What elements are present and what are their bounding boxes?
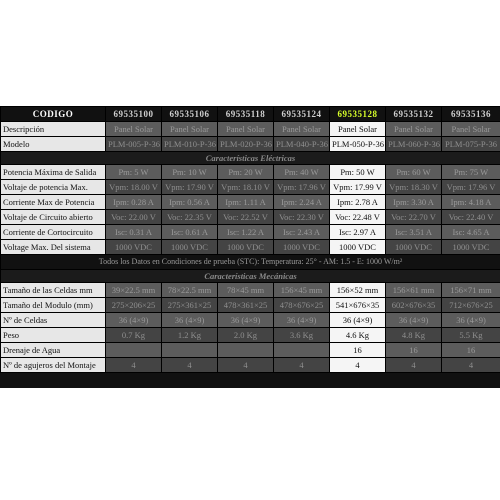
section-title: Características Eléctricas (1, 152, 500, 165)
mechanical-row (1, 343, 500, 358)
value-cell: 4.8 Kg (386, 328, 442, 343)
electrical-row (1, 165, 500, 180)
value-cell: 4 (330, 358, 386, 373)
value-cell: Voc: 22.00 V (106, 210, 162, 225)
value-cell: 36 (4×9) (442, 313, 500, 328)
row-label: Tamaño de las Celdas mm (1, 283, 106, 298)
value-cell: PLM-010-P-36 (162, 137, 218, 152)
value-cell: Pm: 60 W (386, 165, 442, 180)
row-label: Potencia Máxima de Salida (1, 165, 106, 180)
value-cell: Ipm: 1.11 A (218, 195, 274, 210)
value-cell: Voc: 22.35 V (162, 210, 218, 225)
value-cell: PLM-020-P-36 (218, 137, 274, 152)
value-cell: 4 (442, 358, 500, 373)
value-cell: Voc: 22.52 V (218, 210, 274, 225)
spec-table-container (0, 106, 500, 388)
value-cell: Ipm: 4.18 A (442, 195, 500, 210)
section-mechanical (1, 270, 500, 283)
value-cell: 16 (386, 343, 442, 358)
row-label: Tamaño del Modulo (mm) (1, 298, 106, 313)
value-cell: 602×676×35 (386, 298, 442, 313)
value-cell: 36 (4×9) (162, 313, 218, 328)
electrical-row (1, 225, 500, 240)
value-cell: Isc: 2.97 A (330, 225, 386, 240)
value-cell (218, 343, 274, 358)
value-cell: 478×361×25 (218, 298, 274, 313)
value-cell: 39×22.5 mm (106, 283, 162, 298)
mechanical-row (1, 358, 500, 373)
value-cell: 156×45 mm (274, 283, 330, 298)
value-cell: Isc: 0.31 A (106, 225, 162, 240)
value-cell: PLM-040-P-36 (274, 137, 330, 152)
value-cell: Ipm: 2.78 A (330, 195, 386, 210)
row-label: Modelo (1, 137, 106, 152)
mechanical-row (1, 298, 500, 313)
value-cell: Pm: 75 W (442, 165, 500, 180)
value-cell: Vpm: 17.96 V (274, 180, 330, 195)
value-cell: Voc: 22.70 V (386, 210, 442, 225)
row-label: Corriente Max de Potencia (1, 195, 106, 210)
value-cell: 4 (274, 358, 330, 373)
value-cell: 1000 VDC (218, 240, 274, 255)
value-cell: 0.7 Kg (106, 328, 162, 343)
value-cell: 36 (4×9) (386, 313, 442, 328)
value-cell: 4.6 Kg (330, 328, 386, 343)
row-label: Nº de agujeros del Montaje (1, 358, 106, 373)
product-code: 69535106 (162, 107, 218, 122)
electrical-row (1, 210, 500, 225)
value-cell: Ipm: 2.24 A (274, 195, 330, 210)
value-cell: Isc: 4.65 A (442, 225, 500, 240)
electrical-row (1, 240, 500, 255)
value-cell: 1000 VDC (162, 240, 218, 255)
value-cell: Panel Solar (386, 122, 442, 137)
row-label: Voltaje de Circuito abierto (1, 210, 106, 225)
value-cell: 1000 VDC (330, 240, 386, 255)
product-code: 69535118 (218, 107, 274, 122)
spec-row (1, 122, 500, 137)
value-cell (274, 343, 330, 358)
value-cell: 1000 VDC (442, 240, 500, 255)
header-row (1, 107, 500, 122)
value-cell: Pm: 40 W (274, 165, 330, 180)
value-cell: Voc: 22.40 V (442, 210, 500, 225)
section-title: Características Mecánicas (1, 270, 500, 283)
value-cell: 16 (330, 343, 386, 358)
value-cell: Pm: 20 W (218, 165, 274, 180)
row-label: Voltage Max. Del sistema (1, 240, 106, 255)
value-cell: 156×61 mm (386, 283, 442, 298)
stc-note: Todos los Datos en Condiciones de prueba (STC): Temperatura: 25° - AM: 1.5 - E: 1000 W/m² (1, 255, 500, 270)
value-cell (162, 343, 218, 358)
product-code: 69535132 (386, 107, 442, 122)
value-cell: Panel Solar (106, 122, 162, 137)
value-cell: 541×676×35 (330, 298, 386, 313)
electrical-row (1, 195, 500, 210)
mechanical-row (1, 283, 500, 298)
value-cell: 78×22.5 mm (162, 283, 218, 298)
mechanical-row (1, 313, 500, 328)
value-cell: 2.0 Kg (218, 328, 274, 343)
value-cell: Panel Solar (442, 122, 500, 137)
value-cell: 3.6 Kg (274, 328, 330, 343)
value-cell: Pm: 50 W (330, 165, 386, 180)
value-cell: 478×676×25 (274, 298, 330, 313)
value-cell: Ipm: 0.28 A (106, 195, 162, 210)
value-cell: Panel Solar (274, 122, 330, 137)
value-cell: Pm: 5 W (106, 165, 162, 180)
value-cell: Vpm: 18.10 V (218, 180, 274, 195)
row-label: Peso (1, 328, 106, 343)
value-cell: Panel Solar (330, 122, 386, 137)
value-cell: Isc: 1.22 A (218, 225, 274, 240)
value-cell: Pm: 10 W (162, 165, 218, 180)
product-code: 69535128 (330, 107, 386, 122)
value-cell: Panel Solar (218, 122, 274, 137)
spec-table (0, 106, 500, 381)
value-cell: 275×206×25 (106, 298, 162, 313)
value-cell: 36 (4×9) (218, 313, 274, 328)
value-cell: 275×361×25 (162, 298, 218, 313)
value-cell: Vpm: 18.30 V (386, 180, 442, 195)
value-cell (106, 343, 162, 358)
value-cell: Vpm: 17.96 V (442, 180, 500, 195)
value-cell: Ipm: 3.30 A (386, 195, 442, 210)
electrical-row (1, 180, 500, 195)
row-label: Corriente de Cortocircuito (1, 225, 106, 240)
value-cell: 16 (442, 343, 500, 358)
value-cell: 1000 VDC (274, 240, 330, 255)
value-cell: PLM-005-P-36 (106, 137, 162, 152)
value-cell: Isc: 2.43 A (274, 225, 330, 240)
value-cell: 36 (4×9) (274, 313, 330, 328)
value-cell: 4 (386, 358, 442, 373)
value-cell: 156×52 mm (330, 283, 386, 298)
product-code: 69535136 (442, 107, 500, 122)
product-code: 69535124 (274, 107, 330, 122)
value-cell: 36 (4×9) (106, 313, 162, 328)
value-cell: 1000 VDC (106, 240, 162, 255)
value-cell: 156×71 mm (442, 283, 500, 298)
blank-cell (1, 373, 500, 382)
row-label: Descripción (1, 122, 106, 137)
value-cell: 4 (162, 358, 218, 373)
section-electrical (1, 152, 500, 165)
value-cell: Isc: 0.61 A (162, 225, 218, 240)
value-cell: 4 (106, 358, 162, 373)
product-code: 69535100 (106, 107, 162, 122)
row-label: Nº de Celdas (1, 313, 106, 328)
value-cell: Voc: 22.30 V (274, 210, 330, 225)
value-cell: PLM-060-P-36 (386, 137, 442, 152)
spec-row (1, 137, 500, 152)
value-cell: 1000 VDC (386, 240, 442, 255)
blank-row (1, 373, 500, 382)
value-cell: Ipm: 0.56 A (162, 195, 218, 210)
value-cell: PLM-050-P-36 (330, 137, 386, 152)
row-label: Voltaje de potencia Max. (1, 180, 106, 195)
code-label: CODIGO (1, 107, 106, 122)
value-cell: 4 (218, 358, 274, 373)
stc-note-row (1, 255, 500, 270)
value-cell: 36 (4×9) (330, 313, 386, 328)
row-label: Drenaje de Agua (1, 343, 106, 358)
value-cell: Panel Solar (162, 122, 218, 137)
value-cell: Vpm: 17.99 V (330, 180, 386, 195)
value-cell: 78×45 mm (218, 283, 274, 298)
value-cell: PLM-075-P-36 (442, 137, 500, 152)
value-cell: Vpm: 18.00 V (106, 180, 162, 195)
value-cell: 1.2 Kg (162, 328, 218, 343)
value-cell: Voc: 22.48 V (330, 210, 386, 225)
value-cell: 712×676×25 (442, 298, 500, 313)
mechanical-row (1, 328, 500, 343)
value-cell: Isc: 3.51 A (386, 225, 442, 240)
value-cell: 5.5 Kg (442, 328, 500, 343)
value-cell: Vpm: 17.90 V (162, 180, 218, 195)
